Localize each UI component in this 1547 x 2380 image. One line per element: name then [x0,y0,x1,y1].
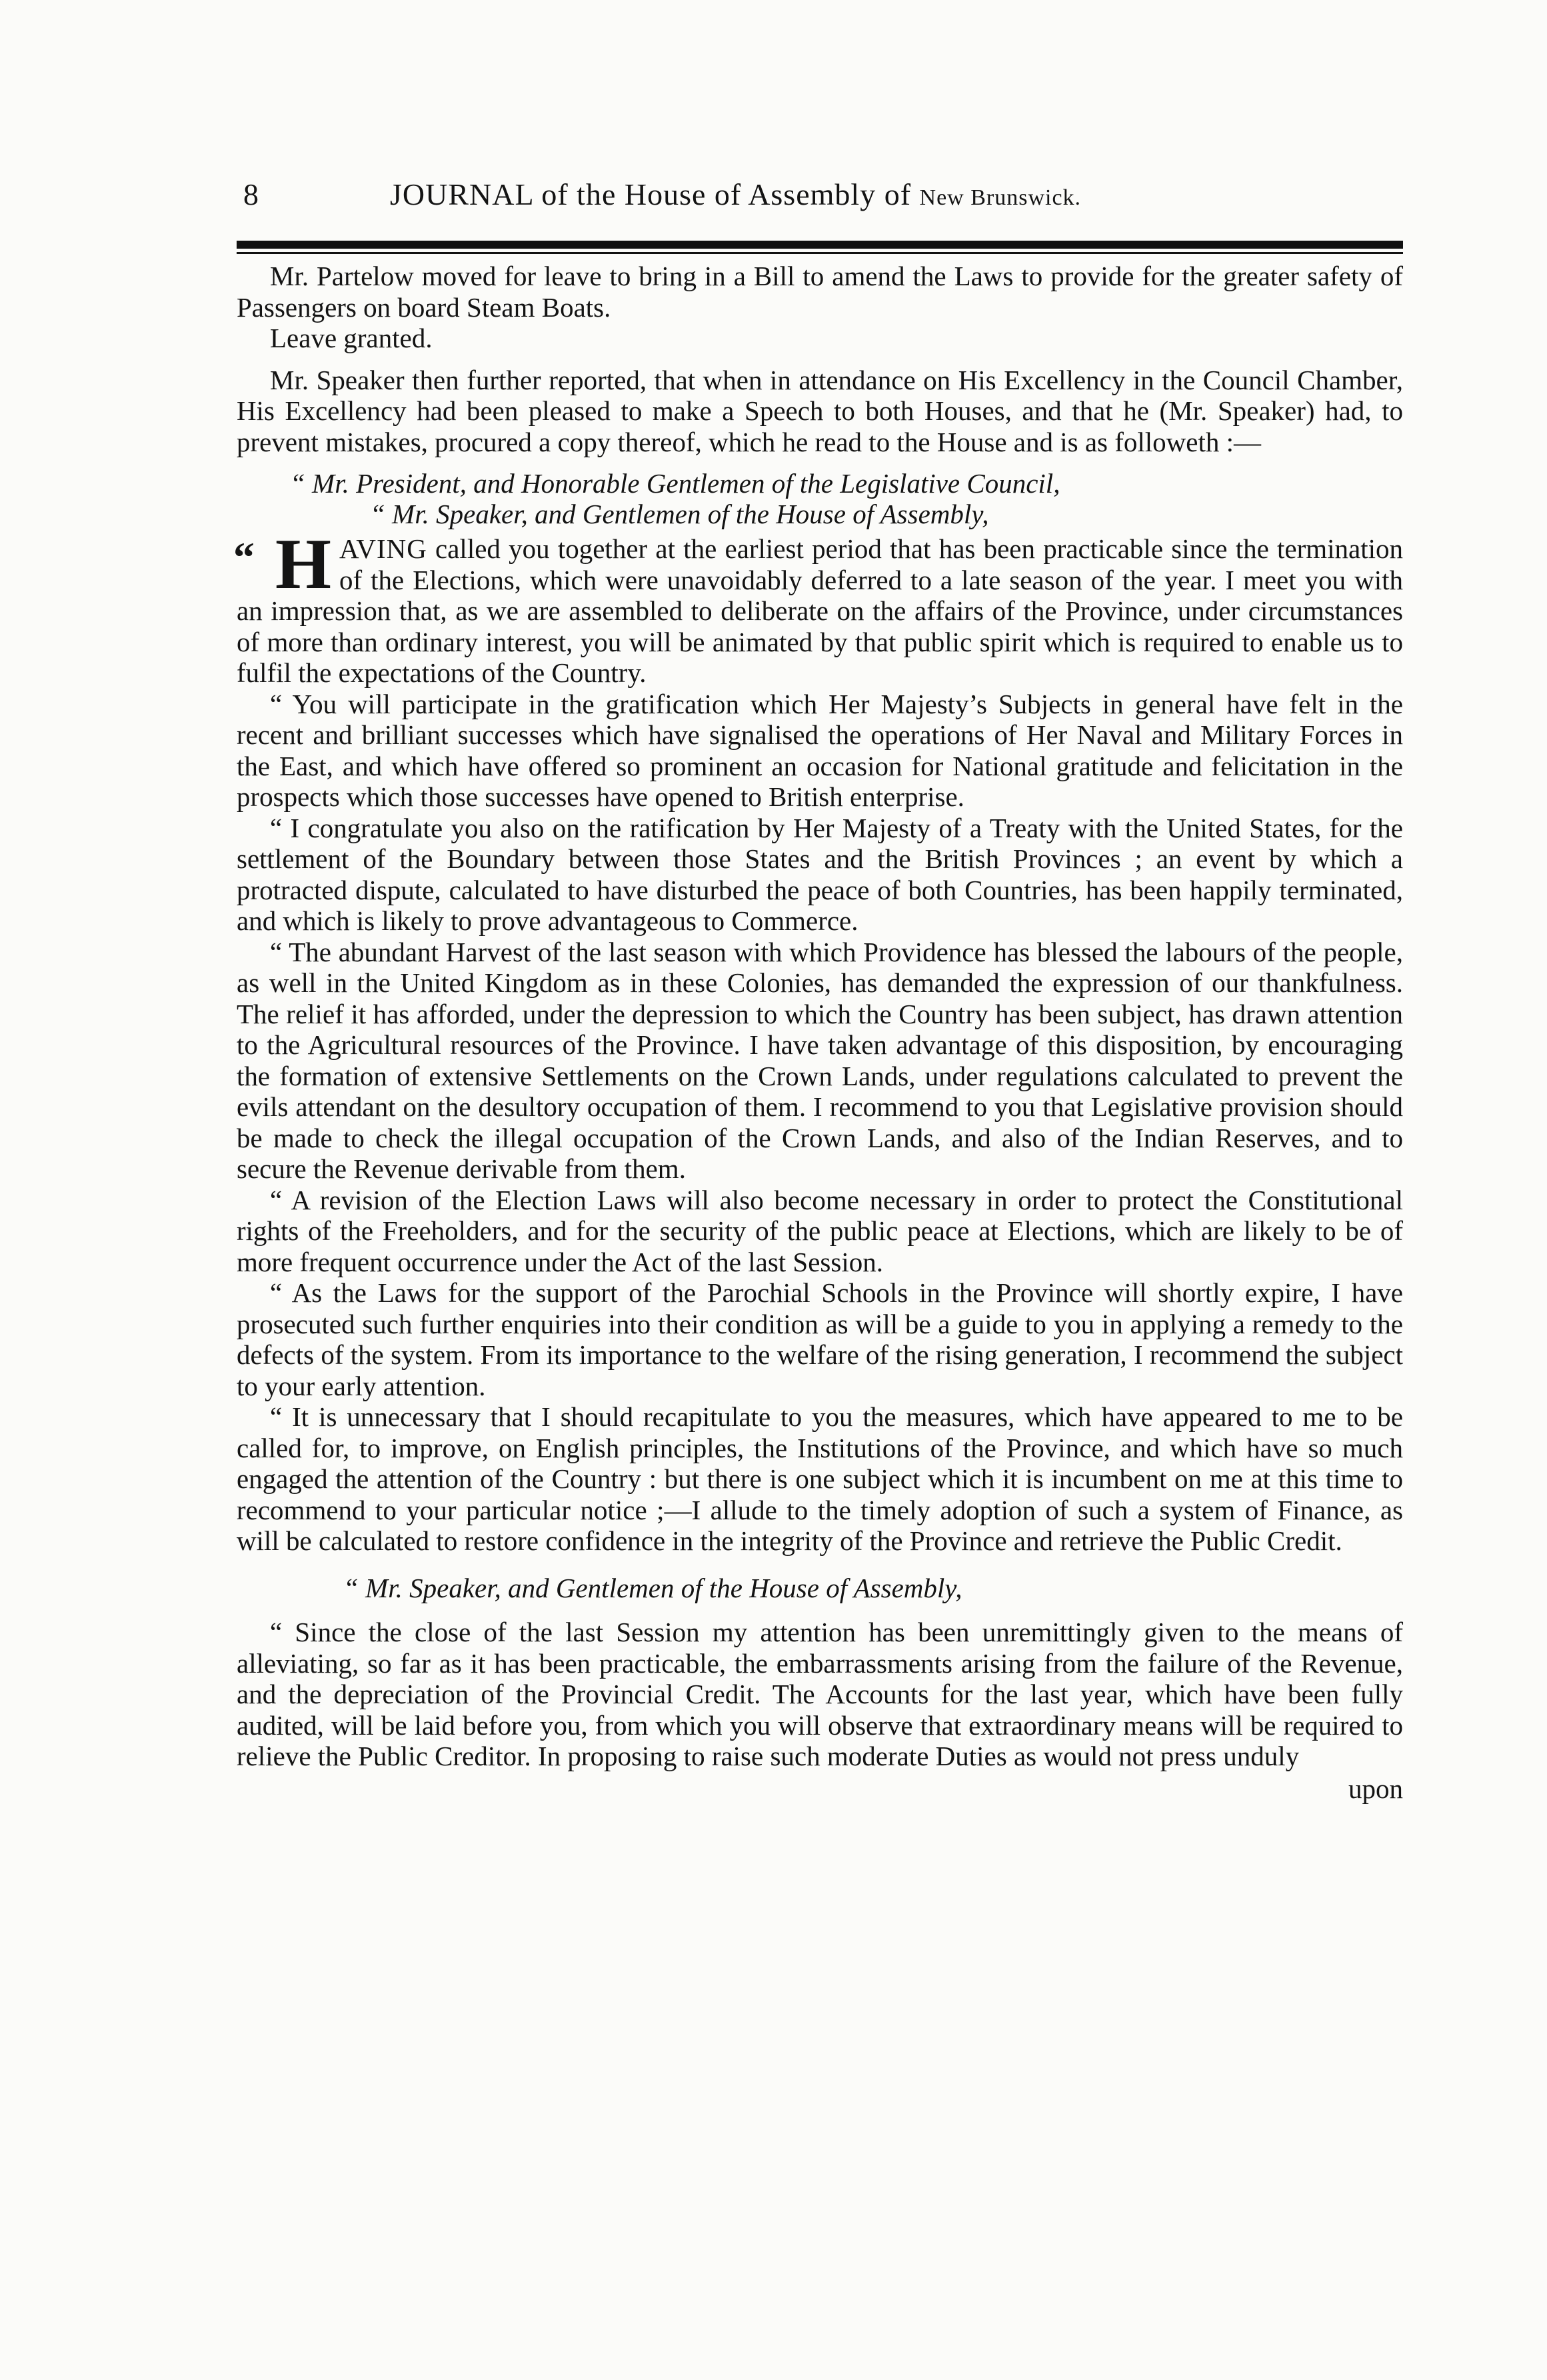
running-head-main: JOURNAL of the House of Assembly of [390,177,920,211]
speech-paragraph-1-text: called you together at the earliest period that has been practicable since the termination of the Elections, which were unavoidably deferred to a late season of the year. I meet you with an impression that, as we are assembled to deliberate on the affairs of the Province, under circumstances of more than ordinary interest, you will be animated by that public spirit which is required to enable us to fulfil the expectations of the Country. [237,533,1403,688]
speech-paragraph-3: “ I congratulate you also on the ratification by Her Majesty of a Treaty with the United States, for the settlement of the Boundary between those States and the British Provinces ; an event by which a protracted dispute, calculated to have disturbed the peace of both Countries, has been happily terminated, and which is likely to prove advantageous to Commerce. [237,812,1403,936]
speech-paragraph-5: “ A revision of the Election Laws will also become necessary in order to protect the Constitutional rights of the Freeholders, and for the security of the public peace at Elections, which are likely to be of more frequent occurrence under the Act of the last Session. [237,1184,1403,1277]
running-head [390,177,1081,212]
address-council: “ Mr. President, and Honorable Gentlemen of the Legislative Council, [290,468,1060,499]
speech-opening [233,525,1403,689]
speaker-report: Mr. Speaker then further reported, that when in attendance on His Excellency in the Council Chamber, His Excellency had been pleased to make a Speech to both Houses, and that he (Mr. Speaker) had, to prevent mistakes, procured a copy thereof, which he read to the House and is as followeth :— [237,364,1403,457]
speech-paragraph-2: “ You will participate in the gratification which Her Majesty’s Subjects in general have felt in the recent and brilliant successes which have signalised the operations of Her Naval and Military Forces in the East, and which have offered so prominent an occasion for National gratitude and felicitation in the prospects which those successes have opened to British enterprise. [237,688,1403,812]
page-number: 8 [243,177,259,211]
catchword: upon [1348,1773,1403,1804]
journal-page [233,177,1403,1804]
address-assembly-second: “ Mr. Speaker, and Gentlemen of the House of Assembly, [343,1572,962,1603]
speech-paragraph-6: “ As the Laws for the support of the Parochial Schools in the Province will shortly expire, I have prosecuted such further enquiries into their condition as will be a guide to you in applying a remedy to the defects of the system. From its importance to the welfare of the rising generation, I recommend the subject to your early attention. [237,1277,1403,1401]
speech-paragraph-1 [237,525,1403,689]
opening-quote-mark: “ [233,533,255,581]
header-rule-thin [237,252,1403,254]
leave-granted: Leave granted. [270,323,433,353]
speech-paragraph-4: “ The abundant Harvest of the last season with which Providence has blessed the labours of the people, as well in the United Kingdom as in these Colonies, has demanded the expression of our thankfulness. The relief it has afforded, under the depression to which the Country has been subject, has drawn attention to the Agricultural resources of the Province. I have taken advantage of this disposition, by encouraging the formation of extensive Settlements on the Crown Lands, under regulations calculated to prevent the evils attendant on the desultory occupation of them. I recommend to you that Legislative provision should be made to check the illegal occupation of the Crown Lands, and also of the Indian Reserves, and to secure the Revenue derivable from them. [237,936,1403,1184]
speech-paragraph-8: “ Since the close of the last Session my attention has been unremittingly given to the means of alleviating, so far as it has been practicable, the embarrassments arising from the failure of the Revenue, and the depreciation of the Provincial Credit. The Accounts for the last year, which have been fully audited, will be laid before you, from which you will observe that extraordinary means will be required to relieve the Public Creditor. In proposing to raise such moderate Duties as would not press unduly [237,1617,1403,1771]
journal-body [233,261,1403,1804]
page-header [237,177,1403,230]
motion-paragraph: Mr. Partelow moved for leave to bring in a Bill to amend the Laws to provide for the greater safety of Passengers on board Steam Boats. [237,261,1403,323]
running-head-place: New Brunswick. [919,185,1082,210]
header-rule-thick [237,241,1403,249]
address-assembly: “ Mr. Speaker, and Gentlemen of the House of Assembly, [370,499,989,529]
speech-address [237,468,1403,529]
opening-small-caps: AVING [339,533,427,564]
drop-cap-letter: H [275,525,332,604]
speech-paragraph-7: “ It is unnecessary that I should recapitulate to you the measures, which have appeared to me to be called for, to improve, on English principles, the Institutions of the Province, and which have so much engaged the attention of the Country : but there is one subject which it is incumbent on me at this time to recommend to your particular notice ;—I allude to the timely adoption of such a system of Finance, as will be calculated to restore confidence in the integrity of the Province and retrieve the Public Credit. [237,1401,1403,1556]
